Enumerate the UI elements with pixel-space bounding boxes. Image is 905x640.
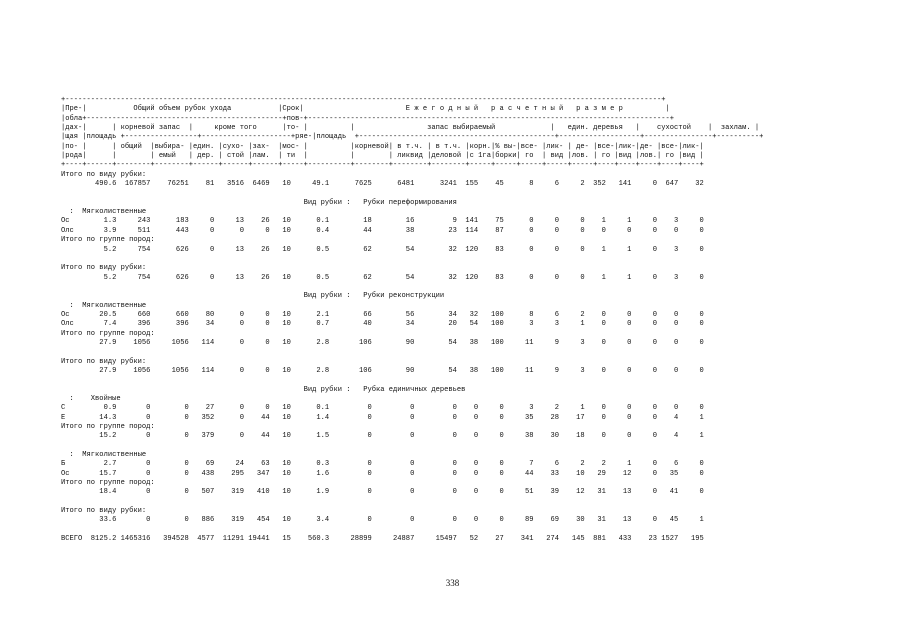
table-header-line: |обла+----------------------------------------------+пов-+-------------------------------------------------------------------------------------+ — [61, 114, 674, 123]
table-header-line: |Пре-| Общий объем рубок ухода |Срок| Е ж е г о д н ы й р а с ч е т н ы й р а з м е р | — [61, 105, 670, 114]
table-row-line: Е 14.3 0 0 352 0 44 10 1.4 0 0 0 0 0 35 28 17 0 0 0 4 1 — [61, 413, 704, 422]
table-row-line: Вид рубки : Рубки переформирования — [61, 198, 457, 207]
table-row-line: Б 2.7 0 0 69 24 63 10 0.3 0 0 0 0 0 7 6 2 2 1 0 6 0 — [61, 460, 704, 469]
table-row-line: ВСЕГО 8125.2 1465316 394528 4577 11291 19441 15 560.3 28899 24887 15497 52 27 341 274 145 881 433 23 1527 195 — [61, 535, 704, 544]
table-row-line: 5.2 754 626 0 13 26 10 0.5 62 54 32 120 83 0 0 0 1 1 0 3 0 — [61, 245, 704, 254]
table-row-line — [61, 283, 763, 292]
table-row-line — [61, 526, 763, 535]
table-row-line: Ос 20.5 660 660 80 0 0 10 2.1 66 56 34 32 100 8 6 2 0 0 0 0 0 — [61, 310, 704, 319]
table-row-line — [61, 442, 763, 451]
table-row-line: 27.9 1056 1056 114 0 0 10 2.8 106 90 54 38 100 11 9 3 0 0 0 0 0 — [61, 366, 704, 375]
table-row-line: Ос 1.3 243 183 0 13 26 10 0.1 18 16 9 141 75 0 0 0 1 1 0 3 0 — [61, 217, 704, 226]
table-header-line: |дах-| | корневой запас | кроме того |то- | | запас выбираемый | един. деревья | сухостой | захлам. | — [61, 124, 760, 133]
table-header-line: +----+------+--------+--------+------+------+------+-----+----------+--------+--------+--------+-----+-----+-----+-----+-----+----+----+----+----+----+ — [61, 161, 704, 170]
page-number: 338 — [445, 578, 460, 588]
table-header-line: |по- | | общий |выбира- |един. |сухо- |зах- |мос- | |корневой| в т.ч. | в т.ч. |корн.|% вы-|все- |лик- | де- |все-|лик-|де- |все-|лик-| — [61, 142, 704, 151]
table-row-line — [61, 189, 763, 198]
table-row-line: 15.2 0 0 379 0 44 10 1.5 0 0 0 0 0 38 30 18 0 0 0 4 1 — [61, 432, 704, 441]
table-row-line: Итого по виду рубки: — [61, 357, 147, 366]
table-header-line: |щая |площадь +-----------------+---------------------+ряе-|площадь +----------------------------------------------+-------------------+----------------+----------+ — [61, 133, 764, 142]
table-row-line: Ос 15.7 0 0 438 295 347 10 1.6 0 0 0 0 0 44 33 10 29 12 0 35 0 — [61, 469, 704, 478]
table-row-line: Вид рубки : Рубка единичных деревьев — [61, 385, 466, 394]
table-row-line: Итого по виду рубки: — [61, 170, 147, 179]
table-row-line — [61, 255, 763, 264]
table-row-line: 27.9 1056 1056 114 0 0 10 2.8 106 90 54 38 100 11 9 3 0 0 0 0 0 — [61, 338, 704, 347]
table-row-line: Итого по группе пород: — [61, 329, 155, 338]
table-row-line — [61, 348, 763, 357]
table-row-line: Олс 7.4 396 396 34 0 0 10 0.7 40 34 20 54 100 3 3 1 0 0 0 0 0 — [61, 320, 704, 329]
table-row-line: : Хвойные — [61, 395, 121, 403]
table-row-line: : Мягколиственные — [61, 208, 147, 217]
table-row-line: 18.4 0 0 507 319 410 10 1.9 0 0 0 0 0 51 39 12 31 13 0 41 0 — [61, 488, 704, 497]
table-row-line: Итого по группе пород: — [61, 479, 155, 488]
table-row-line: Итого по группе пород: — [61, 236, 155, 245]
table-row-line — [61, 498, 763, 507]
table-row-line: : Мягколиственные — [61, 301, 147, 310]
table-header-line: |рода| | | емый | дер. | стой |лам. | ти | | | ликвид |деловой |с 1га|борки| го | вид |лов. | го |вид |лов.| го |вид | — [61, 152, 704, 161]
table-row-line: : Мягколиственные — [61, 451, 147, 460]
table-row-line: 33.6 0 0 886 319 454 10 3.4 0 0 0 0 0 89 69 30 31 13 0 45 1 — [61, 516, 704, 525]
forestry-table — [61, 96, 763, 545]
table-row-line: С 0.9 0 0 27 0 0 10 0.1 0 0 0 0 0 3 2 1 0 0 0 0 0 — [61, 404, 704, 413]
table-row-line: 5.2 754 626 0 13 26 10 0.5 62 54 32 120 83 0 0 0 1 1 0 3 0 — [61, 273, 704, 282]
table-row-line: Итого по виду рубки: — [61, 507, 147, 516]
table-row-line: Итого по группе пород: — [61, 423, 155, 432]
table-header-line: +--------------------------------------------------------------------------------------------------------------------------------------------+ — [61, 96, 666, 104]
table-row-line: Вид рубки : Рубки реконструкции — [61, 292, 445, 301]
table-row-line: Итого по виду рубки: — [61, 264, 147, 273]
table-row-line — [61, 376, 763, 385]
table-row-line: Олс 3.9 511 443 0 0 0 10 0.4 44 38 23 114 87 0 0 0 0 0 0 0 0 — [61, 226, 704, 235]
table-row-line: 490.6 167857 76251 81 3516 6469 10 49.1 7625 6481 3241 155 45 8 6 2 352 141 0 647 32 — [61, 180, 704, 189]
